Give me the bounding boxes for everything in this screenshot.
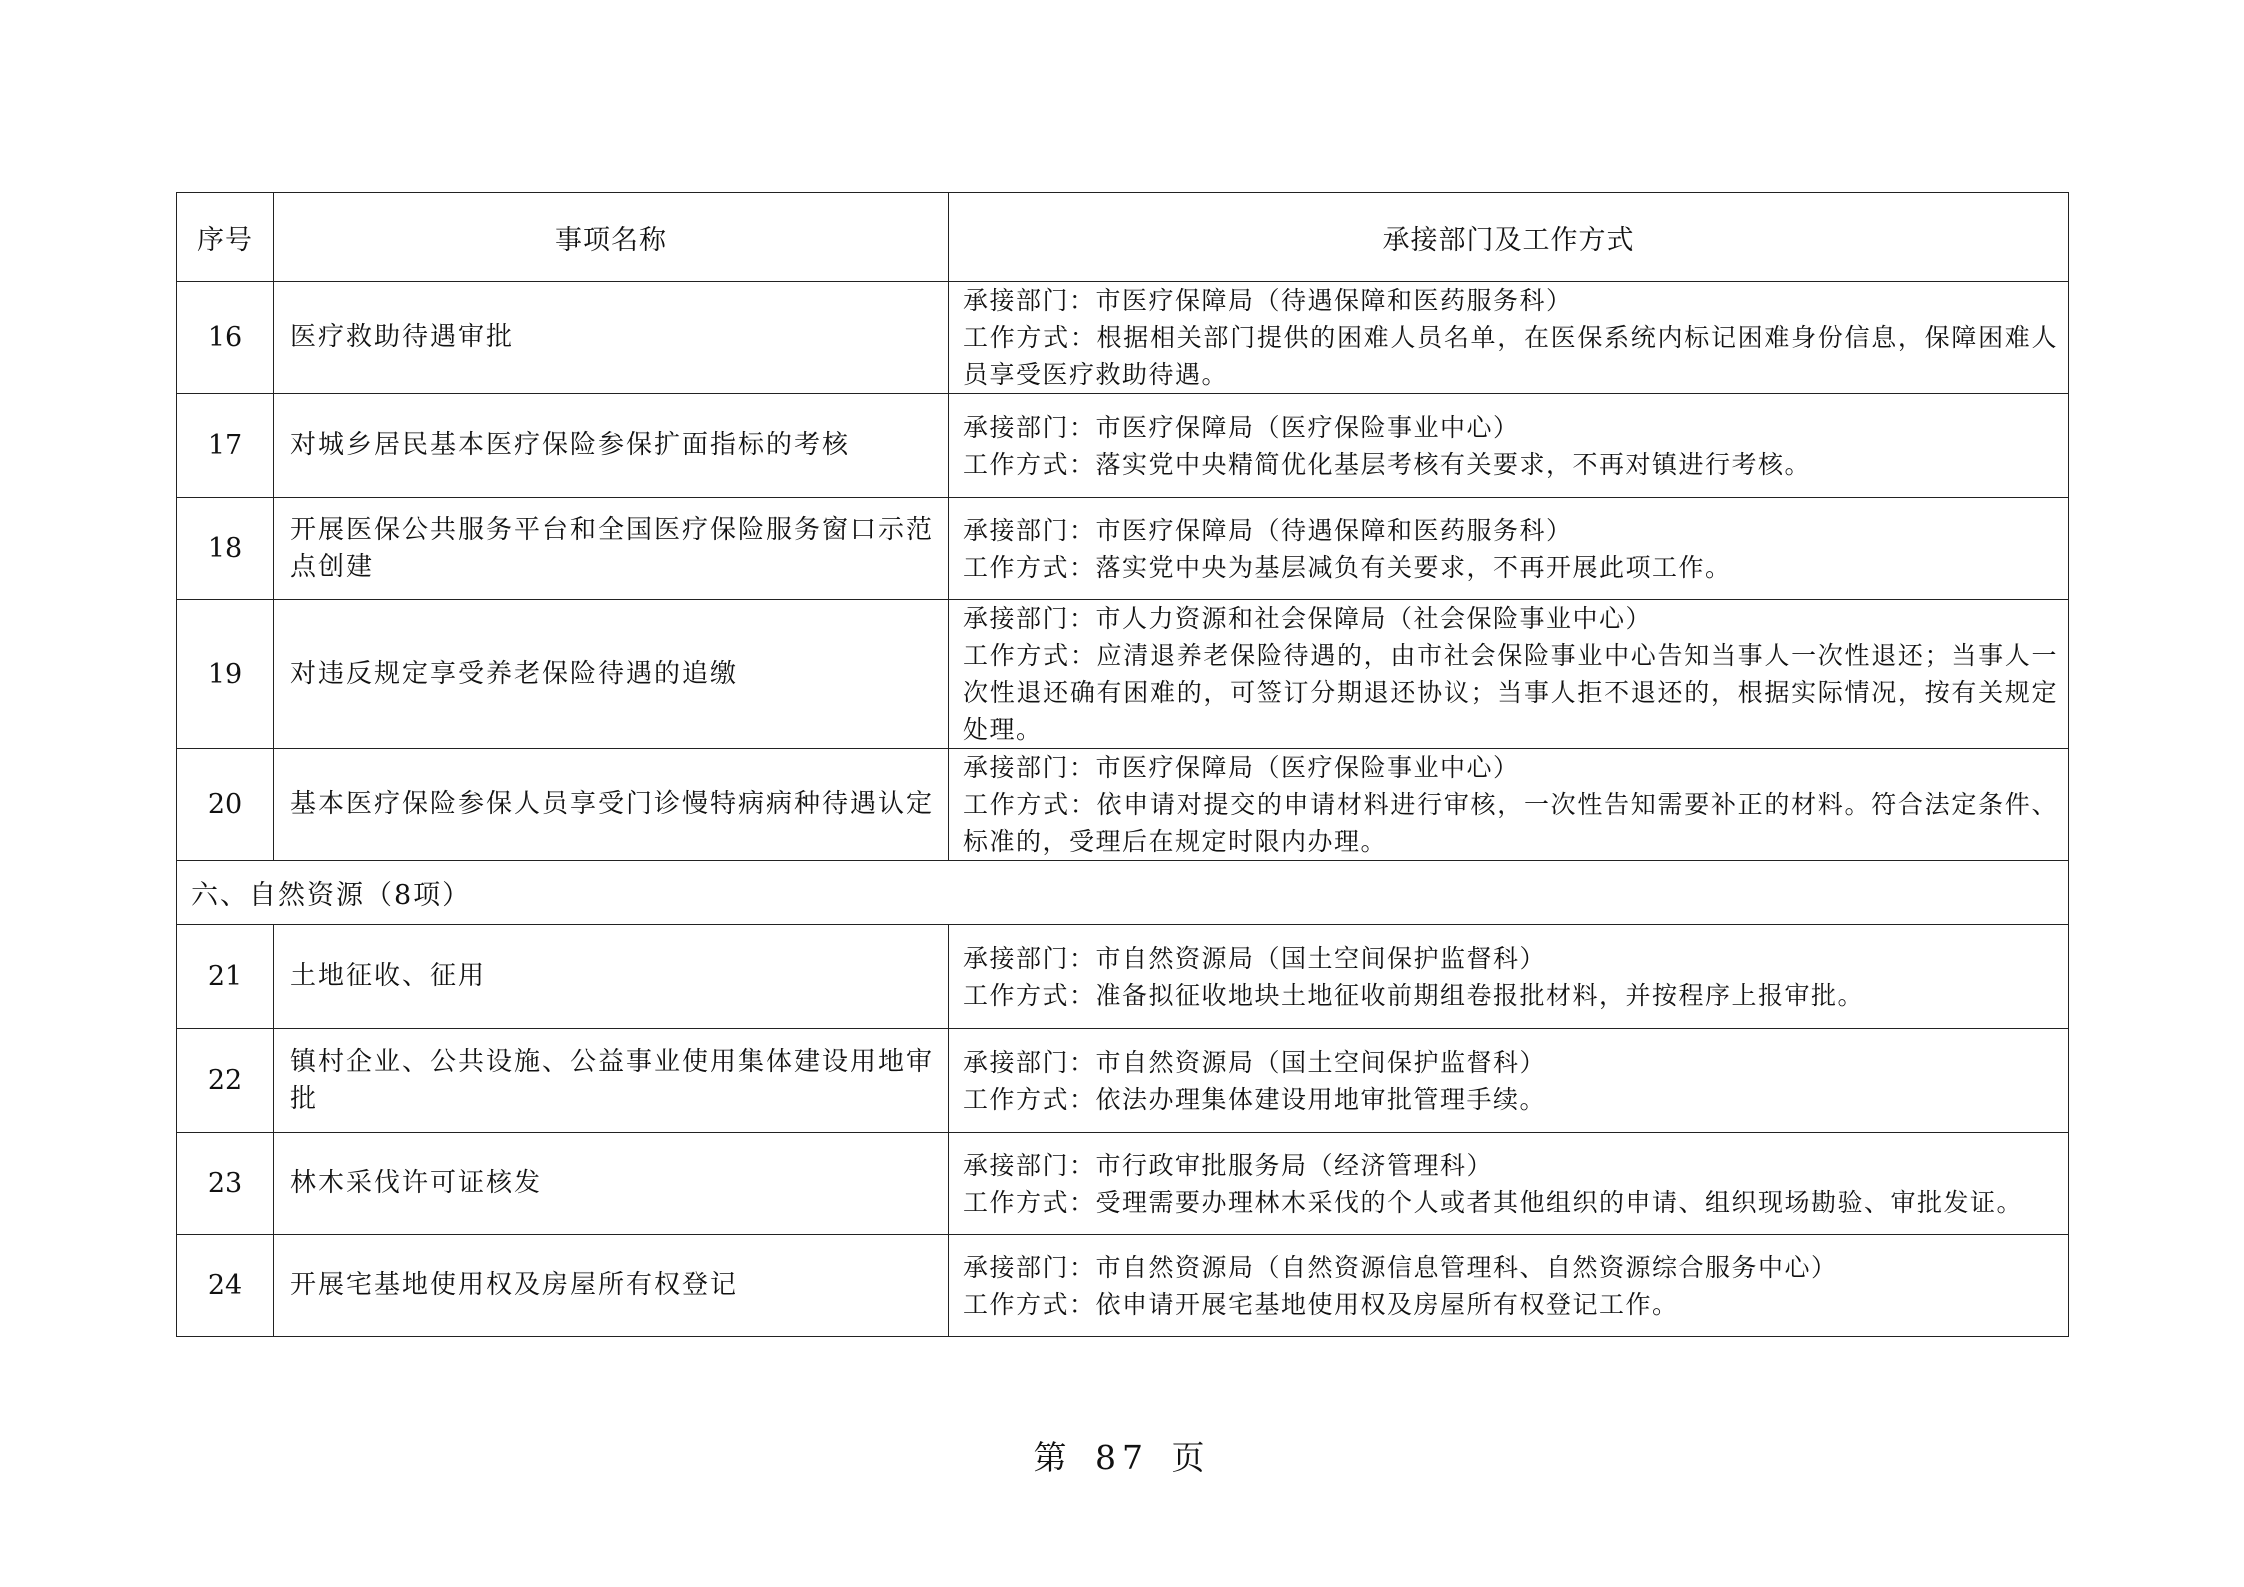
row-number: 24: [177, 1235, 274, 1337]
header-department-and-method: 承接部门及工作方式: [949, 193, 2069, 282]
department-and-method: [949, 749, 2069, 861]
table-row: [177, 1133, 2069, 1235]
table-row: [177, 1029, 2069, 1133]
page-number: 第 87 页: [1033, 1438, 1211, 1477]
department-line: 承接部门：市医疗保障局（医疗保险事业中心）: [963, 753, 1520, 782]
row-number: 22: [177, 1029, 274, 1133]
table-row: [177, 1235, 2069, 1337]
method-line: 工作方式：准备拟征收地块土地征收前期组卷报批材料，并按程序上报审批。: [963, 980, 1865, 1010]
department-and-method: [949, 1235, 2069, 1337]
header-item-name: 事项名称: [274, 193, 949, 282]
item-name: 开展医保公共服务平台和全国医疗保险服务窗口示范点创建: [274, 498, 949, 600]
item-name: 医疗救助待遇审批: [274, 282, 949, 394]
department-line: 承接部门：市医疗保障局（待遇保障和医药服务科）: [963, 515, 1573, 545]
table-header-row: [177, 193, 2069, 282]
department-and-method: [949, 600, 2069, 749]
department-line: 承接部门：市行政审批服务局（经济管理科）: [963, 1150, 1494, 1180]
department-and-method: [949, 282, 2069, 394]
item-name: 对城乡居民基本医疗保险参保扩面指标的考核: [274, 394, 949, 498]
method-line: 工作方式：应清退养老保险待遇的，由市社会保险事业中心告知当事人一次性退还；当事人一次性退还确有困难的，可签订分期退还协议；当事人拒不退还的，根据实际情况，按有关规定处理。: [963, 641, 2058, 744]
method-line: 工作方式：依法办理集体建设用地审批管理手续。: [963, 1084, 1547, 1114]
item-name: 基本医疗保险参保人员享受门诊慢特病病种待遇认定: [274, 749, 949, 861]
department-line: 承接部门：市自然资源局（国土空间保护监督科）: [963, 943, 1547, 973]
item-name: 开展宅基地使用权及房屋所有权登记: [274, 1235, 949, 1337]
item-name: 土地征收、征用: [274, 925, 949, 1029]
item-name: 林木采伐许可证核发: [274, 1133, 949, 1235]
method-line: 工作方式：受理需要办理林木采伐的个人或者其他组织的申请、组织现场勘验、审批发证。: [963, 1187, 2024, 1217]
row-number: 23: [177, 1133, 274, 1235]
section-title: 六、自然资源（8项）: [177, 861, 2069, 925]
table-row: [177, 394, 2069, 498]
table-row: [177, 600, 2069, 749]
row-number: 17: [177, 394, 274, 498]
table-row: [177, 749, 2069, 861]
department-line: 承接部门：市人力资源和社会保障局（社会保险事业中心）: [963, 604, 1653, 633]
item-name: 对违反规定享受养老保险待遇的追缴: [274, 600, 949, 749]
item-name: 镇村企业、公共设施、公益事业使用集体建设用地审批: [274, 1029, 949, 1133]
department-and-method: [949, 394, 2069, 498]
department-and-method: [949, 498, 2069, 600]
department-and-method: [949, 1029, 2069, 1133]
method-line: 工作方式：依申请开展宅基地使用权及房屋所有权登记工作。: [963, 1289, 1679, 1319]
department-and-method: [949, 925, 2069, 1029]
department-line: 承接部门：市自然资源局（国土空间保护监督科）: [963, 1047, 1547, 1077]
department-line: 承接部门：市医疗保障局（待遇保障和医药服务科）: [963, 286, 1573, 315]
section-heading-row: [177, 861, 2069, 925]
service-items-table: [176, 192, 2069, 1337]
method-line: 工作方式：依申请对提交的申请材料进行审核，一次性告知需要补正的材料。符合法定条件、标准的，受理后在规定时限内办理。: [963, 790, 2058, 856]
table-row: [177, 925, 2069, 1029]
method-line: 工作方式：落实党中央为基层减负有关要求，不再开展此项工作。: [963, 552, 1732, 582]
department-line: 承接部门：市医疗保障局（医疗保险事业中心）: [963, 412, 1520, 442]
header-serial-number: 序号: [177, 193, 274, 282]
department-line: 承接部门：市自然资源局（自然资源信息管理科、自然资源综合服务中心）: [963, 1252, 1838, 1282]
row-number: 16: [177, 282, 274, 394]
department-and-method: [949, 1133, 2069, 1235]
table-row: [177, 282, 2069, 394]
row-number: 20: [177, 749, 274, 861]
table-row: [177, 498, 2069, 600]
row-number: 21: [177, 925, 274, 1029]
row-number: 19: [177, 600, 274, 749]
method-line: 工作方式：根据相关部门提供的困难人员名单，在医保系统内标记困难身份信息，保障困难人员享受医疗救助待遇。: [963, 323, 2058, 389]
method-line: 工作方式：落实党中央精简优化基层考核有关要求，不再对镇进行考核。: [963, 449, 1812, 479]
row-number: 18: [177, 498, 274, 600]
